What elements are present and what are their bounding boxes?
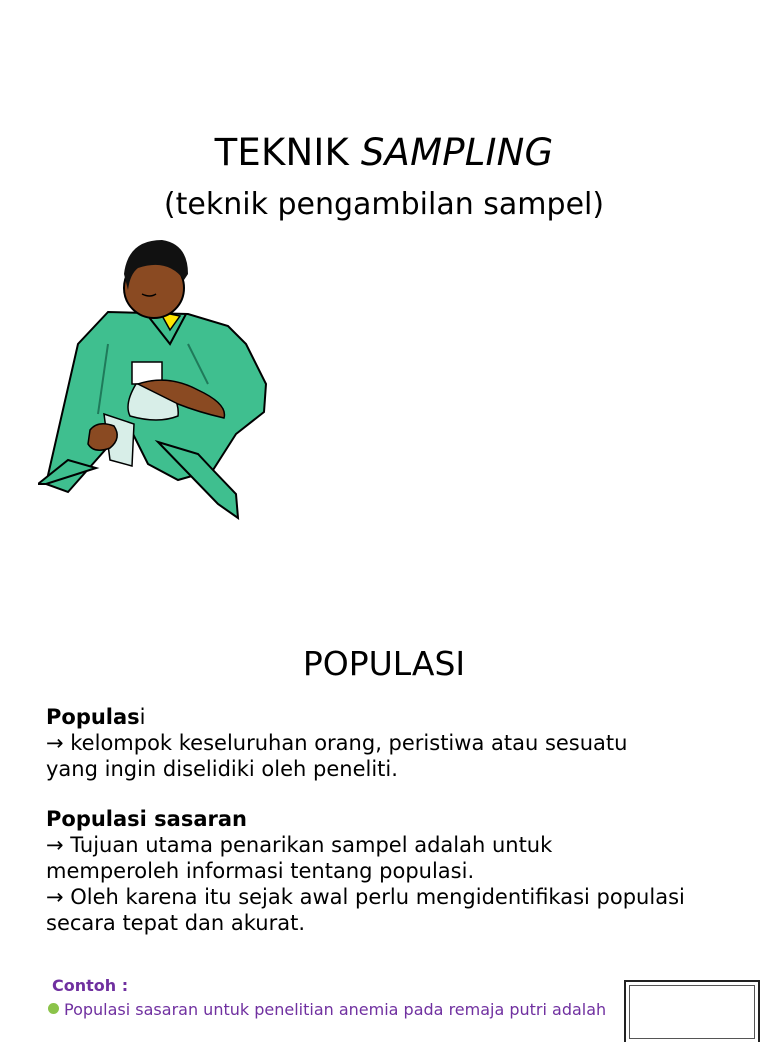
populasi-sasaran-text-1: → Tujuan utama penarikan sampel adalah untuk memperoleh informasi tentang populasi. (46, 833, 553, 883)
slide-populasi-title: POPULASI (302, 644, 466, 683)
framed-box (624, 980, 760, 1042)
contoh-bullet-text: Populasi sasaran untuk penelitian anemia pada remaja putri adalah (64, 1000, 607, 1019)
contoh-label: Contoh : (52, 976, 129, 995)
populasi-heading (46, 704, 686, 730)
bullet-dot-icon (48, 1003, 59, 1014)
populasi-heading-bold: Populas (46, 705, 140, 729)
populasi-heading-rest: i (139, 705, 146, 729)
title-plain: TEKNIK (214, 131, 361, 174)
populasi-definition: → kelompok keseluruhan orang, peristiwa atau sesuatu yang ingin diselidiki oleh peneliti. (46, 731, 628, 781)
slide-populasi (0, 600, 768, 1024)
lab-worker-illustration (38, 234, 270, 520)
slide-populasi-body (46, 704, 686, 936)
title-italic: SAMPLING (360, 131, 554, 174)
slide-subtitle: (teknik pengambilan sampel) (163, 187, 605, 222)
populasi-sasaran-heading: Populasi sasaran (46, 807, 247, 831)
populasi-sasaran-text-2: → Oleh karena itu sejak awal perlu mengidentifikasi populasi secara tepat dan akurat. (46, 885, 685, 935)
slide-title-heading (0, 130, 768, 176)
contoh-bullet-item (48, 1000, 614, 1024)
